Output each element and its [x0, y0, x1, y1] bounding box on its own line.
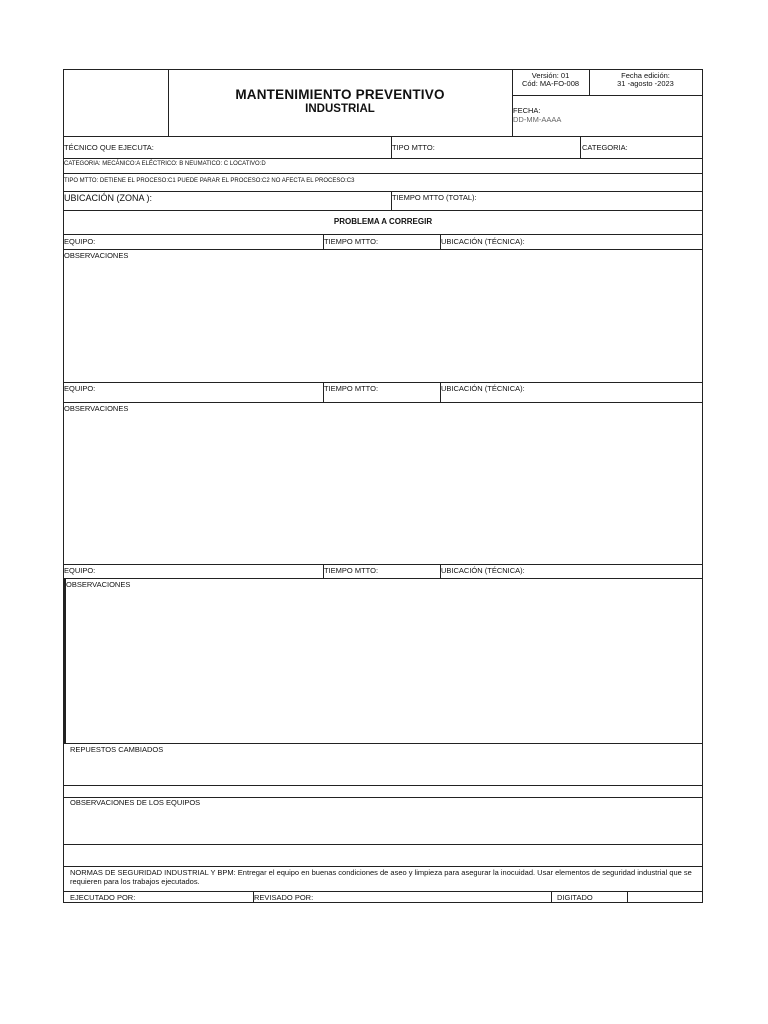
typed-label: DIGITADO [557, 893, 593, 902]
version-label: Versión: 01 [531, 71, 570, 80]
form-subtitle: INDUSTRIAL [305, 103, 375, 115]
observations-area[interactable] [64, 260, 702, 381]
reviewed-by-label: REVISADO POR: [254, 893, 314, 902]
equipment-label: EQUIPO: [64, 566, 96, 575]
total-time-label: TIEMPO MTTO (TOTAL): [392, 193, 477, 202]
parts-label: REPUESTOS CAMBIADOS [70, 745, 164, 754]
location-label: UBICACIÓN (TÉCNICA): [441, 566, 525, 575]
equipment-label: EQUIPO: [64, 237, 96, 246]
executed-by-label: EJECUTADO POR: [70, 893, 136, 902]
form-title: MANTENIMIENTO PREVENTIVO [235, 87, 445, 102]
observations-label: OBSERVACIONES [64, 251, 129, 260]
category-label: CATEGORIA: [582, 143, 628, 152]
observations-area[interactable] [66, 590, 702, 742]
observations-area[interactable] [64, 413, 702, 563]
categories-legend: CATEGORIA: MECÁNICO:A ELÉCTRICO: B NEUMATICO: C LOCATIVO:D [64, 161, 266, 167]
safety-note: NORMAS DE SEGURIDAD INDUSTRIAL Y BPM: Entregar el equipo en buenas condiciones de aseo y limpieza para asegurar la inocuidad. Usar elementos de seguridad industrial que se requieren para los trabajos ejecutados. [70, 868, 692, 886]
parts-area[interactable] [64, 755, 702, 784]
types-legend: TIPO MTTO: DETIENE EL PROCESO:C1 PUEDE PARAR EL PROCESO:C2 NO AFECTA EL PROCESO:C3 [64, 178, 355, 184]
time-label: TIEMPO MTTO: [324, 566, 379, 575]
edition-date: 31 -agosto -2023 [617, 79, 674, 88]
location-label: UBICACIÓN (TÉCNICA): [441, 384, 525, 393]
date-field[interactable]: DD-MM-AAAA [513, 115, 562, 124]
observations-label: OBSERVACIONES [66, 580, 131, 589]
zone-label: UBICACIÓN (ZONA ): [64, 193, 153, 203]
time-label: TIEMPO MTTO: [324, 237, 379, 246]
observations-label: OBSERVACIONES [64, 404, 129, 413]
problem-title: PROBLEMA A CORREGIR [333, 217, 433, 226]
location-label: UBICACIÓN (TÉCNICA): [441, 237, 525, 246]
edition-label: Fecha edición: [621, 71, 670, 80]
type-label: TIPO MTTO: [392, 143, 435, 152]
equipment-label: EQUIPO: [64, 384, 96, 393]
date-label: FECHA: [513, 106, 541, 115]
logo-box [64, 70, 168, 136]
code-label: Cód: MA-FO-008 [521, 79, 580, 88]
technician-label: TÉCNICO QUE EJECUTA: [64, 143, 154, 152]
equipment-observations-area[interactable] [64, 808, 702, 843]
equipment-observations-label: OBSERVACIONES DE LOS EQUIPOS [70, 798, 201, 807]
time-label: TIEMPO MTTO: [324, 384, 379, 393]
